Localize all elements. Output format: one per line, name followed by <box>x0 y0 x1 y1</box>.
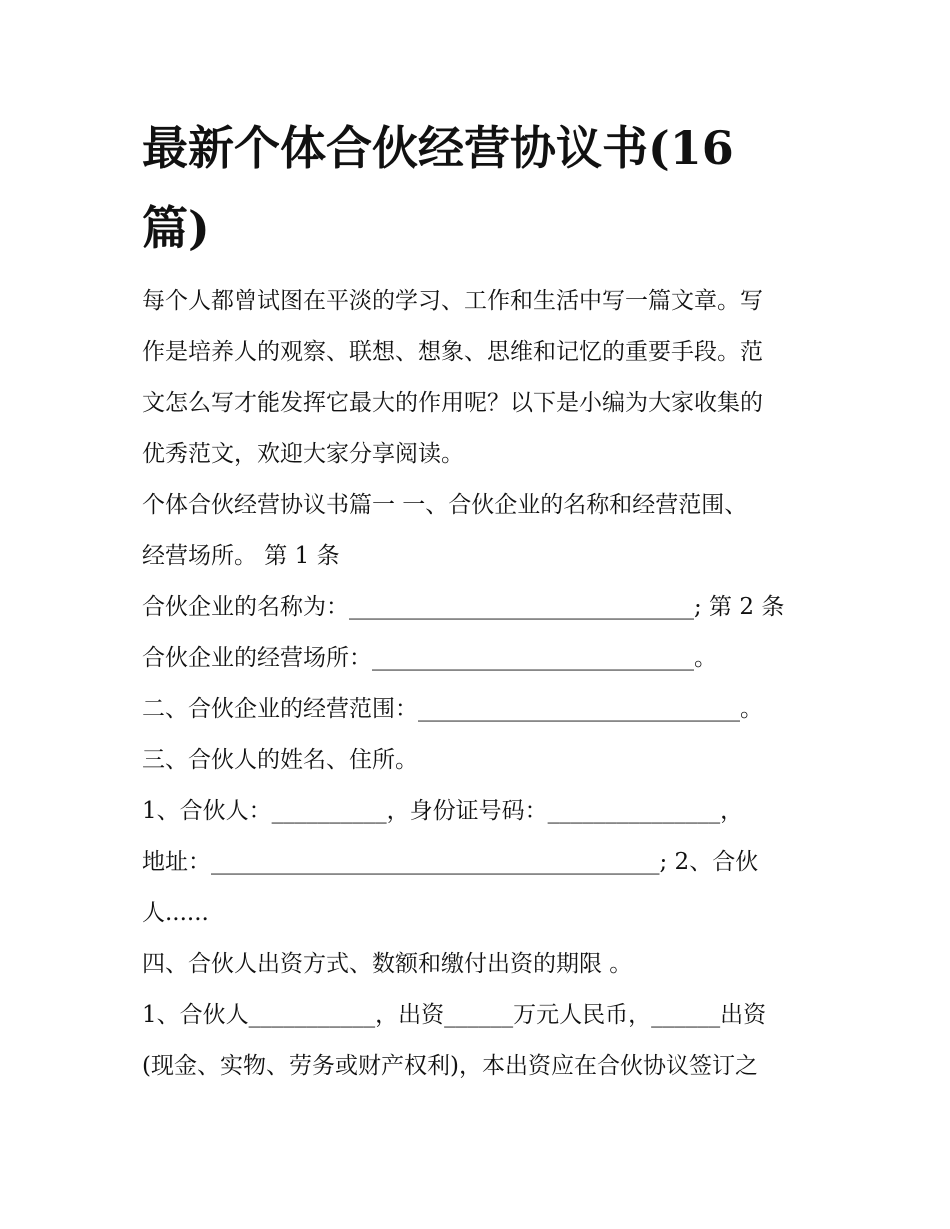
body-line: 合伙企业的经营场所：____________________________。 <box>142 645 717 671</box>
body-line: 人...... <box>142 900 209 926</box>
body-line: 地址：_______________________________________; 2、合伙 <box>142 849 759 875</box>
body-line: 优秀范文，欢迎大家分享阅读。 <box>142 441 464 467</box>
body-line: 1、合伙人：__________，身份证号码：_______________， <box>142 798 744 824</box>
body-line: 每个人都曾试图在平淡的学习、工作和生活中写一篇文章。写 <box>142 288 763 314</box>
title-line-2: 篇) <box>142 201 210 255</box>
body-line: 经营场所。 第 1 条 <box>142 543 340 569</box>
body-line: 个体合伙经营协议书篇一 一、合伙企业的名称和经营范围、 <box>142 492 748 518</box>
body-line: 合伙企业的名称为：______________________________; 第 2 条 <box>142 594 785 620</box>
title-line-1: 最新个体合伙经营协议书(16 <box>142 121 734 175</box>
document-body <box>142 276 822 1092</box>
body-line: 文怎么写才能发挥它最大的作用呢？以下是小编为大家收集的 <box>142 390 763 416</box>
body-line: 四、合伙人出资方式、数额和缴付出资的期限 。 <box>142 951 633 977</box>
body-line: 三、合伙人的姓名、住所。 <box>142 747 418 773</box>
body-line: 二、合伙企业的经营范围：____________________________。 <box>142 696 763 722</box>
body-line: 作是培养人的观察、联想、想象、思维和记忆的重要手段。范 <box>142 339 763 365</box>
body-line: 1、合伙人___________，出资______万元人民币，______出资 <box>142 1002 767 1028</box>
document-title <box>142 108 822 268</box>
body-line: (现金、实物、劳务或财产权利)，本出资应在合伙协议签订之 <box>142 1053 758 1079</box>
